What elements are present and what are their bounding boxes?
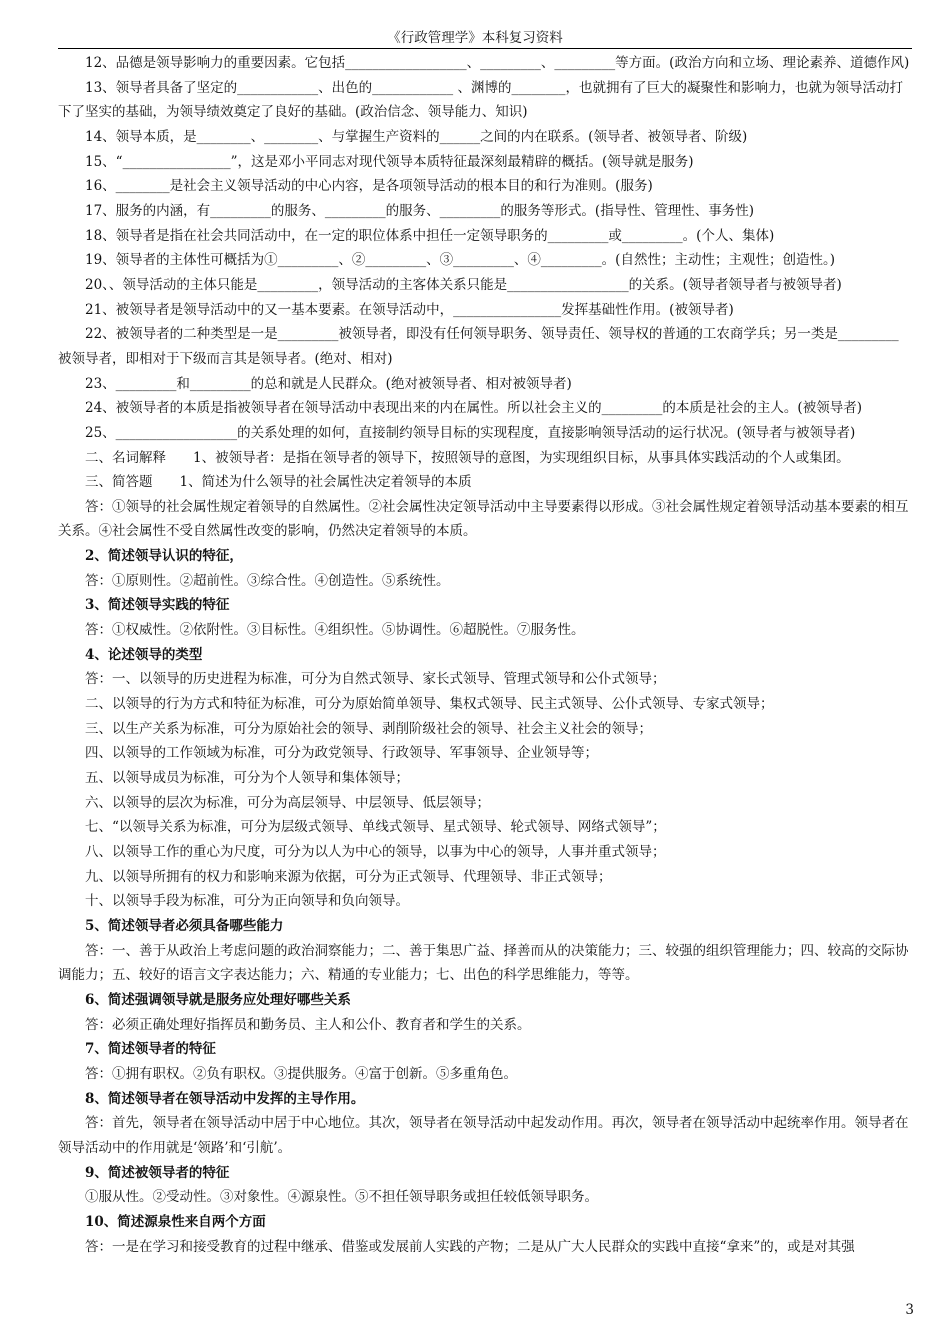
text-paragraph: 25、__________________的关系处理的如何，直接制约领导目标的实现程度，直接影响领导活动的运行状况。(领导者与被领导者) bbox=[85, 424, 856, 441]
text-paragraph: 三、简答题 1、简述为什么领导的社会属性决定着领导的本质 bbox=[85, 474, 472, 491]
document-body bbox=[58, 51, 912, 1259]
text-paragraph: 22、被领导者的二种类型是一是_________被领导者，即没有任何领导职务、领导责任、领导权的普通的工农商学兵；另一类是_________被领导者，即相对于下级而言其是领导者。(绝对、相对) bbox=[58, 326, 899, 367]
text-paragraph: 二、以领导的行为方式和特征为标准，可分为原始简单领导、集权式领导、民主式领导、公仆式领导、专家式领导； bbox=[85, 696, 774, 713]
text-paragraph: 15、“________________”，这是邓小平同志对现代领导本质特征最深刻最精辟的概括。(领导就是服务) bbox=[85, 153, 694, 170]
text-paragraph: 16、________是社会主义领导活动的中心内容，是各项领导活动的根本目的和行为准则。(服务) bbox=[85, 178, 653, 195]
text-paragraph: 答：一是在学习和接受教育的过程中继承、借鉴或发展前人实践的产物；二是从广大人民群众的实践中直接“拿来”的，或是对其强 bbox=[85, 1238, 855, 1255]
text-paragraph: 五、以领导成员为标准，可分为个人领导和集体领导； bbox=[85, 770, 409, 787]
question-heading: 8、简述领导者在领导活动中发挥的主导作用。 bbox=[85, 1090, 365, 1107]
text-paragraph: 答：①权威性。②依附性。③目标性。④组织性。⑤协调性。⑥超脱性。⑦服务性。 bbox=[85, 622, 585, 639]
text-paragraph: 18、领导者是指在社会共同活动中，在一定的职位体系中担任一定领导职务的_________或_________。(个人、集体) bbox=[85, 227, 775, 244]
text-paragraph: 四、以领导的工作领域为标准，可分为政党领导、行政领导、军事领导、企业领导等； bbox=[85, 745, 598, 762]
text-paragraph: 三、以生产关系为标准，可分为原始社会的领导、剥削阶级社会的领导、社会主义社会的领导； bbox=[85, 720, 652, 737]
text-paragraph: 24、被领导者的本质是指被领导者在领导活动中表现出来的内在属性。所以社会主义的_________的本质是社会的主人。(被领导者) bbox=[85, 400, 862, 417]
question-heading: 4、论述领导的类型 bbox=[85, 646, 203, 663]
question-heading: 10、简述源泉性来自两个方面 bbox=[85, 1213, 266, 1230]
question-heading: 2、简述领导认识的特征， bbox=[85, 548, 243, 565]
question-heading: 6、简述强调领导就是服务应处理好哪些关系 bbox=[85, 991, 351, 1008]
text-paragraph: 九、以领导所拥有的权力和影响来源为依据，可分为正式领导、代理领导、非正式领导； bbox=[85, 868, 612, 885]
question-heading: 5、简述领导者必须具备哪些能力 bbox=[85, 917, 284, 934]
text-paragraph: 14、领导本质，是________、________、与掌握生产资料的______之间的内在联系。(领导者、被领导者、阶级) bbox=[85, 128, 748, 145]
text-paragraph: 答：①拥有职权。②负有职权。③提供服务。④富于创新。⑤多重角色。 bbox=[85, 1065, 517, 1082]
text-paragraph: 21、被领导者是领导活动中的又一基本要素。在领导活动中，________________发挥基础性作用。(被领导者) bbox=[85, 301, 734, 318]
text-paragraph: 二、名词解释 1、被领导者：是指在领导者的领导下，按照领导的意图，为实现组织目标，从事具体实践活动的个人或集团。 bbox=[85, 449, 850, 466]
text-paragraph: 答：必须正确处理好指挥员和勤务员、主人和公仆、教育者和学生的关系。 bbox=[85, 1016, 531, 1033]
text-paragraph: 17、服务的内涵，有_________的服务、_________的服务、_________的服务等形式。(指导性、管理性、事务性) bbox=[85, 202, 754, 219]
page-number: 3 bbox=[905, 1302, 914, 1318]
text-paragraph: 答：一、善于从政治上考虑问题的政治洞察能力；二、善于集思广益、择善而从的决策能力；三、较强的组织管理能力；四、较高的交际协调能力；五、较好的语言文字表达能力；六、精通的专业能力；七、出色的科学思维能力，等等。 bbox=[58, 942, 909, 984]
text-paragraph: 八、以领导工作的重心为尺度，可分为以人为中心的领导，以事为中心的领导，人事并重式领导； bbox=[85, 844, 666, 860]
text-paragraph: 答：①领导的社会属性规定着领导的自然属性。②社会属性决定领导活动中主导要素得以形成。③社会属性规定着领导活动基本要素的相互关系。④社会属性不受自然属性改变的影响，仍然决定着领导的本质。 bbox=[58, 498, 909, 540]
text-paragraph: 答：①原则性。②超前性。③综合性。④创造性。⑤系统性。 bbox=[85, 572, 450, 589]
text-paragraph: 23、_________和_________的总和就是人民群众。(绝对被领导者、相对被领导者) bbox=[85, 375, 572, 392]
question-heading: 3、简述领导实践的特征 bbox=[85, 597, 230, 614]
text-paragraph: ①服从性。②受动性。③对象性。④源泉性。⑤不担任领导职务或担任较低领导职务。 bbox=[85, 1189, 598, 1206]
text-paragraph: 六、以领导的层次为标准，可分为高层领导、中层领导、低层领导； bbox=[85, 794, 490, 811]
text-paragraph: 答：一、以领导的历史进程为标准，可分为自然式领导、家长式领导、管理式领导和公仆式领导； bbox=[85, 671, 666, 688]
question-heading: 7、简述领导者的特征 bbox=[85, 1041, 216, 1058]
text-paragraph: 十、以领导手段为标准，可分为正向领导和负向领导。 bbox=[85, 893, 409, 910]
page-header-title: 《行政管理学》本科复习资料 bbox=[387, 30, 563, 46]
text-paragraph: 12、品德是领导影响力的重要因素。它包括__________________、_________、_________等方面。(政治方向和立场、理论素养、道德作风) bbox=[85, 55, 910, 71]
header-divider bbox=[58, 48, 912, 49]
text-paragraph: 19、领导者的主体性可概括为①_________、②_________、③_________、④_________。(自然性；主动性；主观性；创造性。) bbox=[85, 252, 835, 269]
text-paragraph: 20、、领导活动的主体只能是_________，领导活动的主客体关系只能是__________________的关系。(领导者领导者与被领导者) bbox=[85, 276, 842, 293]
question-heading: 9、简述被领导者的特征 bbox=[85, 1164, 230, 1181]
text-paragraph: 13、领导者具备了坚定的____________、出色的____________ 、渊博的________，也就拥有了巨大的凝聚性和影响力，也就为领导活动打下了坚实的基础，为领导绩效奠定了良好的基础。(政治信念、领导能力、知识) bbox=[58, 79, 903, 121]
text-paragraph: 答：首先，领导者在领导活动中居于中心地位。其次，领导者在领导活动中起发动作用。再次，领导者在领导活动中起统率作用。领导者在领导活动中的作用就是‘领路’和‘引航’。 bbox=[58, 1115, 909, 1156]
text-paragraph: 七、“以领导关系为标准，可分为层级式领导、单线式领导、星式领导、轮式领导、网络式领导”； bbox=[85, 819, 666, 836]
